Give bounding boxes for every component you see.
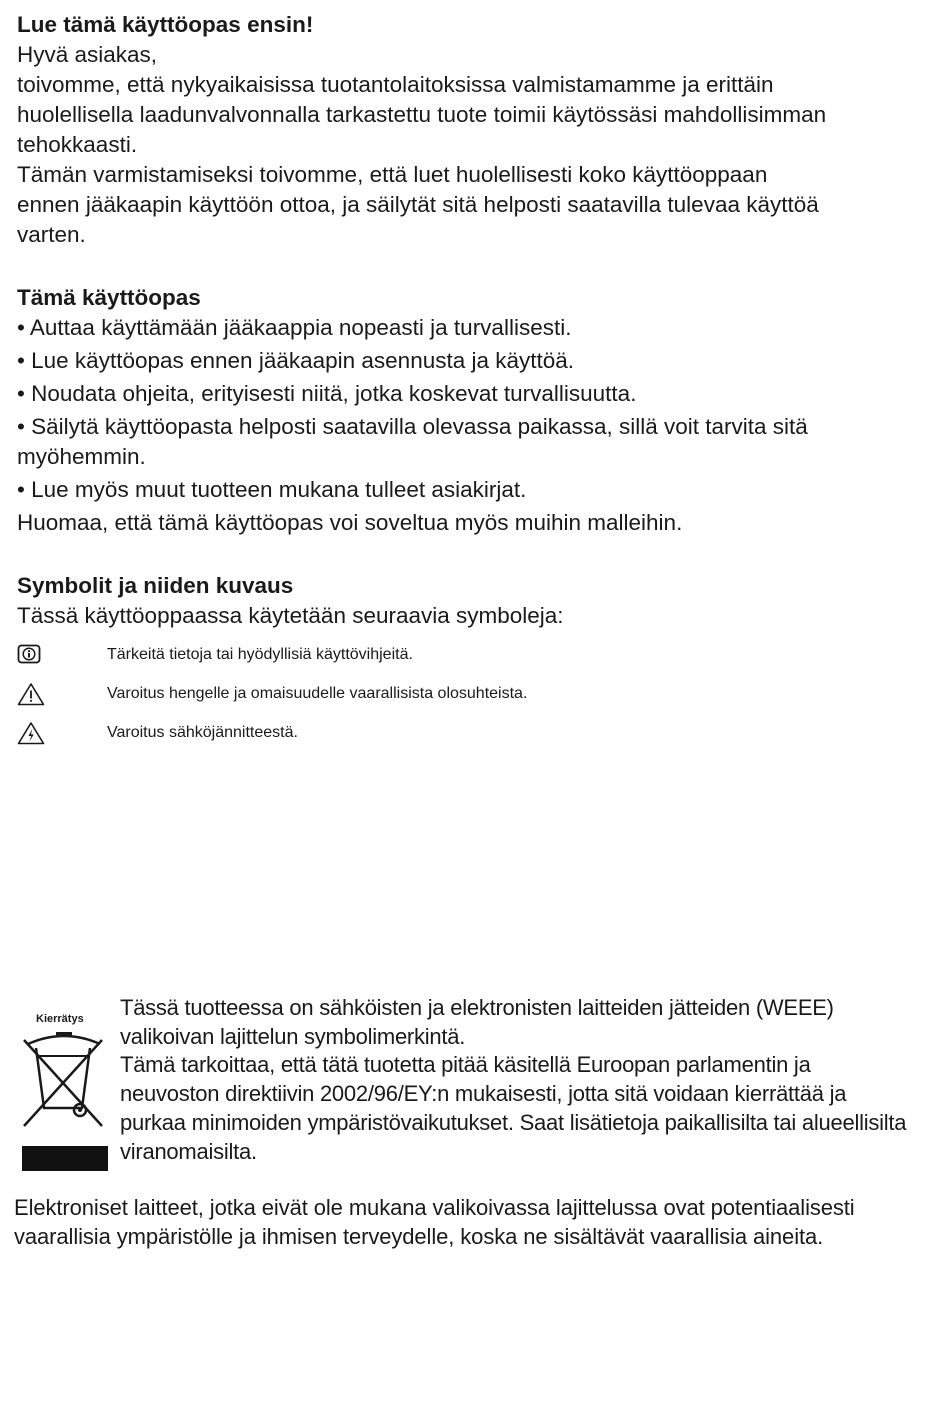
symbol-row-info — [17, 635, 917, 674]
intro-title: Lue tämä käyttöopas ensin! — [17, 12, 314, 37]
bullet-item: • Lue käyttöopas ennen jääkaapin asennusta ja käyttöä. — [17, 346, 917, 376]
symbols-title: Symbolit ja niiden kuvaus — [17, 573, 294, 598]
weee-line: Tässä tuotteessa on sähköisten ja elektronisten laitteiden jätteiden (WEEE) — [120, 995, 834, 1020]
weee-recycling-logo — [18, 1006, 110, 1171]
symbol-description: Varoitus sähköjännitteestä. — [107, 723, 298, 741]
footer-line: vaarallisia ympäristölle ja ihmisen terveydelle, koska ne sisältävät vaarallisia aineita. — [14, 1224, 824, 1249]
info-icon — [17, 644, 107, 666]
symbol-description: Tärkeitä tietoja tai hyödyllisiä käyttövihjeitä. — [107, 645, 413, 663]
bullet-item: • Noudata ohjeita, erityisesti niitä, jotka koskevat turvallisuutta. — [17, 379, 917, 409]
weee-line: valikoivan lajittelun symbolimerkintä. — [120, 1023, 466, 1049]
symbol-row-electric-warning — [17, 713, 917, 752]
intro-paragraph-line: Tämän varmistamiseksi toivomme, että luet huolellisesti koko käyttöoppaan — [17, 162, 768, 187]
symbol-description: Varoitus hengelle ja omaisuudelle vaarallisista olosuhteista. — [107, 684, 528, 702]
manual-note: Huomaa, että tämä käyttöopas voi soveltua myös muihin malleihin. — [17, 510, 683, 535]
weee-line: viranomaisilta. — [120, 1138, 257, 1164]
weee-logo-label: Kierrätys — [36, 1013, 84, 1025]
bullet-item-continuation: myöhemmin. — [17, 444, 146, 469]
intro-paragraph-line: toivomme, että nykyaikaisissa tuotantolaitoksissa valmistamamme ja erittäin — [17, 72, 774, 97]
footer-paragraph — [14, 1193, 924, 1251]
symbols-intro: Tässä käyttöoppaassa käytetään seuraavia symboleja: — [17, 603, 564, 628]
weee-line: purkaa minimoiden ympäristövaikutukset. Saat lisätietoja paikallisilta tai alueellisilta — [120, 1109, 907, 1135]
symbol-row-warning — [17, 674, 917, 713]
document-page — [17, 10, 917, 752]
weee-line: Tämä tarkoittaa, että tätä tuotetta pitää käsitellä Euroopan parlamentin ja — [120, 1052, 811, 1078]
manual-title: Tämä käyttöopas — [17, 285, 201, 310]
weee-line: neuvoston direktiivin 2002/96/EY:n mukaisesti, jotta sitä voidaan kierrättää ja — [120, 1081, 847, 1107]
bullet-item: • Auttaa käyttämään jääkaappia nopeasti ja turvallisesti. — [17, 313, 917, 343]
intro-paragraph-line: ennen jääkaapin käyttöön ottoa, ja säilytät sitä helposti saatavilla tulevaa käyttöä — [17, 192, 819, 217]
bullet-item: • Lue myös muut tuotteen mukana tulleet asiakirjat. — [17, 475, 917, 505]
intro-paragraph-line: huolellisella laadunvalvonnalla tarkastettu tuote toimii käytössäsi mahdollisimman — [17, 102, 827, 127]
footer-line: Elektroniset laitteet, jotka eivät ole mukana valikoivassa lajittelussa ovat potentiaalisesti — [14, 1195, 855, 1220]
warning-icon — [17, 682, 107, 706]
symbol-list — [17, 635, 917, 752]
intro-paragraph-line: varten. — [17, 222, 86, 247]
electric-warning-icon — [17, 721, 107, 745]
weee-text — [120, 994, 920, 1166]
greeting: Hyvä asiakas, — [17, 42, 158, 67]
intro-paragraph-line: tehokkaasti. — [17, 132, 138, 157]
bullet-item: • Säilytä käyttöopasta helposti saatavilla olevassa paikassa, sillä voit tarvita sitä — [17, 412, 917, 442]
